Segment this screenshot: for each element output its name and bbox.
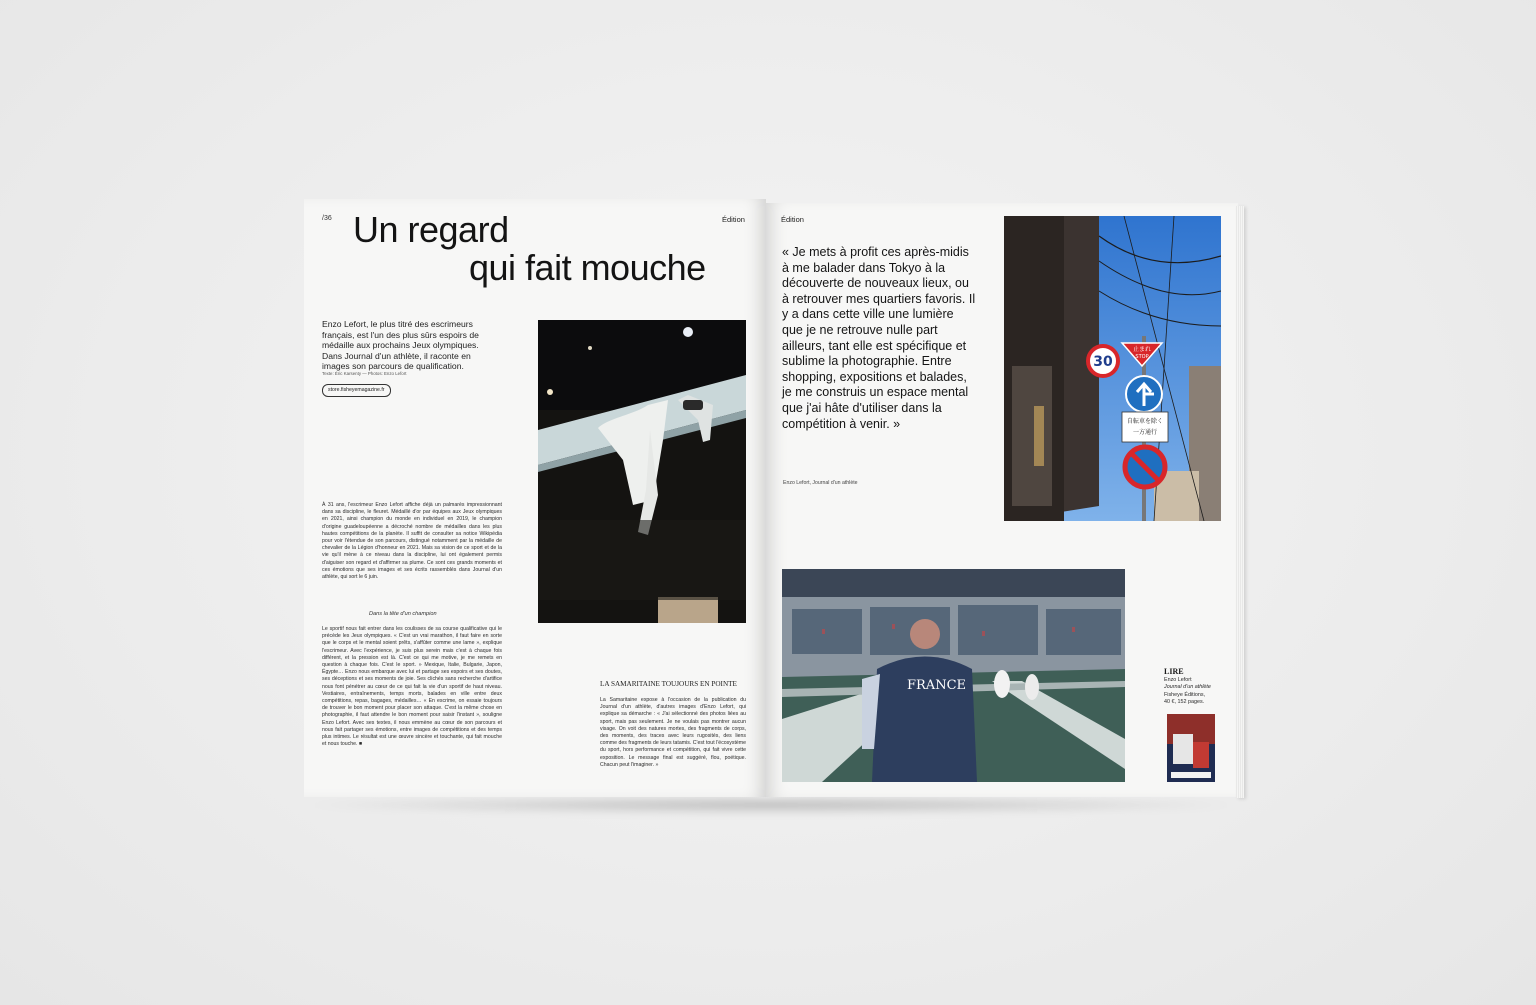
page-number: /36 bbox=[322, 215, 332, 222]
section-label-right: Édition bbox=[781, 215, 804, 224]
svg-text:一方通行: 一方通行 bbox=[1132, 429, 1158, 436]
svg-text:30: 30 bbox=[1093, 354, 1113, 370]
sidebar-title: LA SAMARITAINE TOUJOURS EN POINTE bbox=[600, 680, 737, 688]
fencing-jacket-photo bbox=[538, 320, 746, 623]
book-publisher: Fisheye Éditions, bbox=[1164, 691, 1206, 698]
svg-text:FRANCE: FRANCE bbox=[907, 678, 967, 693]
tokyo-street-photo bbox=[1004, 216, 1221, 521]
book-author: Enzo Lefort bbox=[1164, 677, 1192, 683]
svg-text:STOP: STOP bbox=[1135, 354, 1149, 360]
fencing-arena-illustration bbox=[782, 569, 1125, 782]
magazine-shadow bbox=[296, 796, 1246, 814]
book-cover-thumbnail bbox=[1167, 714, 1215, 782]
body-text-part-1: À 31 ans, l'escrimeur Enzo Lefort affiche déjà un palmarès impressionnant dans sa discipline, le fleuret. Médaillé d'or par équipes aux Jeux olympiques en 2021, ainsi champion du monde en individuel en 2019, le champion d'origine guadeloupéenne a décroché nombre de médailles dans les plus hautes compétitions de la planète. Il suffit de consulter sa notice Wikipédia pour voir l'étendue de son parcours, distingué notamment par la médaille de chevalier de la Légion d'honneur en 2021. Mais sa vision de ce sport et de la vie qu'il mène à ce niveau dans la discipline, lui ont également permis d'aiguiser son regard et d'affirmer sa plume. Ce sont ces grands moments et ces émotions que ses images et ses écrits rassemblés dans Journal d'un athlète, qui sort le 6 juin. bbox=[322, 502, 502, 581]
headline-line-1: Un regard bbox=[353, 209, 509, 250]
subhead: Dans la tête d'un champion bbox=[369, 611, 437, 617]
lire-title: LIRE bbox=[1164, 667, 1184, 676]
left-page bbox=[304, 199, 766, 797]
svg-text:自転車を除く: 自転車を除く bbox=[1126, 418, 1164, 425]
fencing-jacket-illustration bbox=[538, 320, 746, 623]
book-details: 40 €, 152 pages. bbox=[1164, 699, 1205, 706]
page-edges bbox=[1236, 206, 1244, 798]
book-title: Journal d'un athlète bbox=[1164, 684, 1211, 691]
svg-text:止まれ: 止まれ bbox=[1132, 346, 1152, 353]
headline-line-2: qui fait mouche bbox=[469, 247, 706, 288]
fencing-competition-photo bbox=[782, 569, 1125, 782]
lede: Enzo Lefort, le plus titré des escrimeurs français, est l'un des plus sûrs espoirs de médaille aux prochains Jeux olympiques. Dans Journal d'un athlète, il raconte en images son parcours de qualification. bbox=[322, 319, 479, 372]
body-text-part-2: Le sportif nous fait entrer dans les coulisses de sa course qualificative qui le précède les Jeux olympiques. « C'est un vrai marathon, il faut faire en sorte que le corps et le mental soient prêts, s'affûter comme une lame », explique l'escrimeur. Avec l'expérience, je suis plus serein mais c'est à chaque fois différent, et la pression est là. C'est ce qui me motive, je me remets en question à chaque fois. C'est le sport. » Mexique, Italie, Bulgarie, Japon, Égypte… Enzo nous embarque avec lui et partage ses espoirs et ses doutes, ses déceptions et ses moments de joie. Ses clichés sans recherche d'artifice nous font pénétrer au cœur de ce qui fait la vie d'un sportif de haut niveau. Vestiaires, entraînements, temps morts, balades en ville entre deux compétitions, repas, bagages, médailles… « En escrime, on essaie toujours de trouver le bon moment pour placer son attaque. C'est la même chose en photographie, il faut attendre le bon moment pour saisir l'instant », souligne Enzo Lefort. Avec ses textes, il nous emmène au cœur de son parcours et nous fait partager ses émotions, entre images de compétitions et des temps plus intimes. Le résultat est une œuvre sincère et touchante, qui fait mouche et nous touche. ■ bbox=[322, 626, 502, 748]
tokyo-street-illustration bbox=[1004, 216, 1221, 521]
book-cover-illustration bbox=[1167, 714, 1215, 782]
store-link[interactable]: store.fisheyemagazine.fr bbox=[322, 384, 391, 397]
book-info bbox=[1164, 677, 1236, 707]
quote-credit: Enzo Lefort, Journal d'un athlète bbox=[783, 480, 858, 486]
sidebar-text: La Samaritaine expose à l'occasion de la publication du Journal d'un athlète, d'autres images d'Enzo Lefort, qui explique sa démarche : « J'ai sélectionné des photos liées au sport, mais pas seulement. Je ne voulais pas montrer aucun visage. On voit des natures mortes, des fragments de corps, des moments, des traces avec leurs rugosités, des liens comme des fragments de leurs tatamis. C'est tout l'écosystème du sport, hors performance et compétition, qui fait vivre cette exposition. Le message final est suggéré, flou, poétique. Chacun peut l'imaginer. » bbox=[600, 697, 746, 768]
byline: Texte: Éric Karsenty — Photos: Enzo Lefort bbox=[322, 371, 407, 376]
section-label: Édition bbox=[722, 215, 745, 224]
right-page bbox=[766, 203, 1238, 797]
pull-quote: « Je mets à profit ces après-midis à me balader dans Tokyo à la découverte de nouveaux lieux, ou à retrouver mes quartiers favoris. Il y a dans cette ville une lumière que je ne retrouve nulle part ailleurs, tant elle est spécifique et sublime la photographie. Entre shopping, expositions et balades, je me construis un espace mental que j'ai hâte d'utiliser dans la compétition à venir. » bbox=[782, 245, 976, 431]
